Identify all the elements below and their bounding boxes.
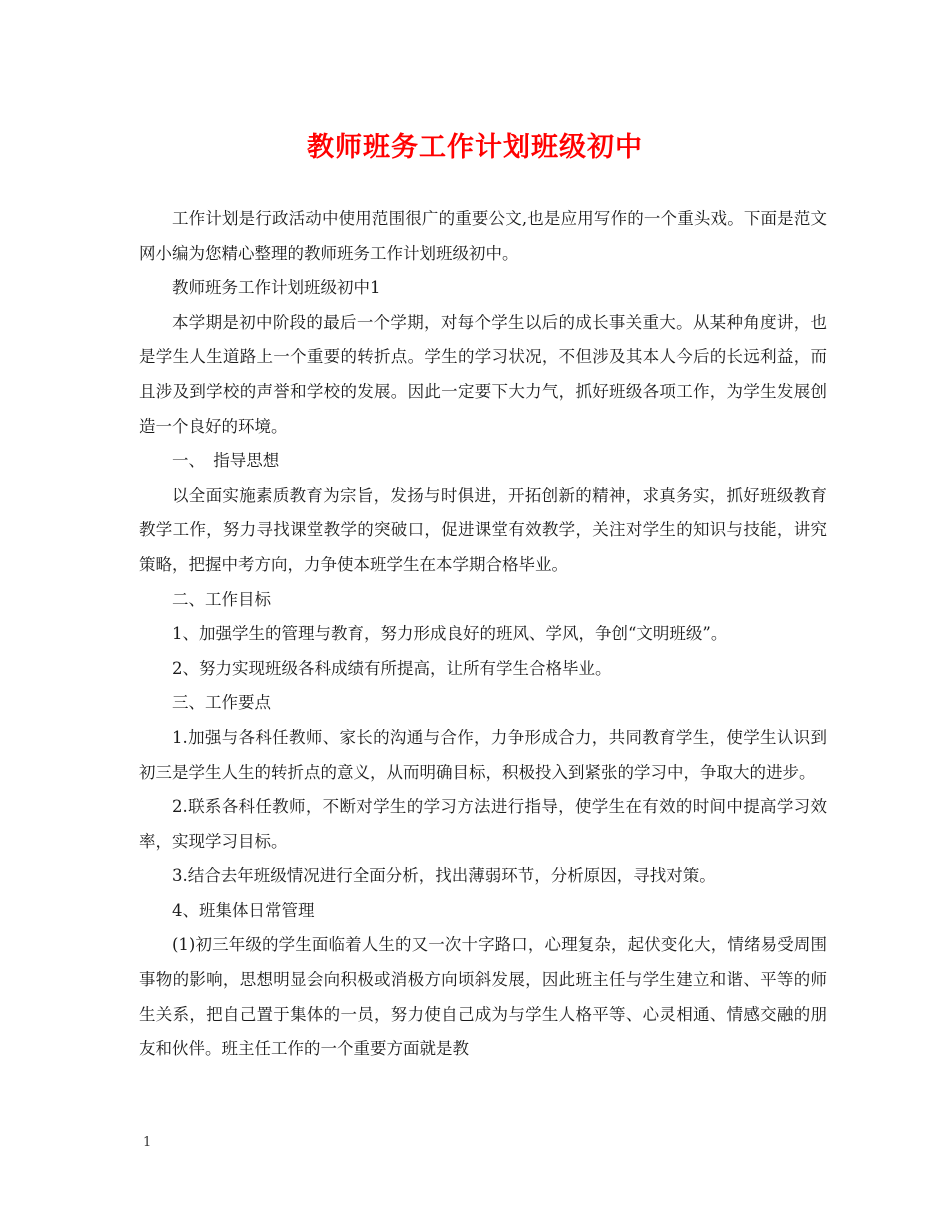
heading-guiding-thought: 一、 指导思想 [172, 451, 280, 471]
document-body [139, 202, 827, 1067]
body-paragraph: 以全面实施素质教育为宗旨，发扬与时俱进，开拓创新的精神，求真务实，抓好班级教育教学工作，努力寻找课堂教学的突破口，促进课堂有效教学，关注对学生的知识与技能，讲究策略，把握中考方向，力争使本班学生在本学期合格毕业。 [139, 485, 827, 574]
heading-daily-management: 4、班集体日常管理 [172, 900, 315, 920]
section-title: 教师班务工作计划班级初中1 [172, 278, 381, 298]
body-paragraph: (1)初三年级的学生面临着人生的又一次十字路口，心理复杂，起伏变化大，情绪易受周围事物的影响，思想明显会向积极或消极方向顷斜发展，因此班主任与学生建立和谐、平等的师生关系，把自己置于集体的一员，努力使自己成为与学生人格平等、心灵相通、情感交融的朋友和伙伴。班主任工作的一个重要方面就是教 [139, 935, 827, 1059]
heading-work-goals: 二、工作目标 [172, 589, 271, 609]
intro-paragraph: 工作计划是行政活动中使用范围很广的重要公文,也是应用写作的一个重头戏。下面是范文网小编为您精心整理的教师班务工作计划班级初中。 [139, 209, 827, 263]
list-item: 1.加强与各科任教师、家长的沟通与合作，力争形成合力，共同教育学生，使学生认识到初三是学生人生的转折点的意义，从而明确目标，积极投入到紧张的学习中，争取大的进步。 [139, 727, 827, 782]
list-item: 2、努力实现班级各科成绩有所提高，让所有学生合格毕业。 [172, 658, 612, 678]
list-item: 1、加强学生的管理与教育，努力形成良好的班风、学风，争创“文明班级”。 [172, 624, 728, 644]
list-item: 3.结合去年班级情况进行全面分析，找出薄弱环节，分析原因，寻找对策。 [172, 866, 716, 886]
page-number: 1 [143, 1135, 152, 1150]
list-item: 2.联系各科任教师，不断对学生的学习方法进行指导，使学生在有效的时间中提高学习效率，实现学习目标。 [139, 797, 827, 851]
document-title: 教师班务工作计划班级初中 [307, 132, 643, 163]
heading-work-points: 三、工作要点 [172, 693, 271, 713]
body-paragraph: 本学期是初中阶段的最后一个学期，对每个学生以后的成长事关重大。从某种角度讲，也是学生人生道路上一个重要的转折点。学生的学习状况，不但涉及其本人今后的长远利益，而且涉及到学校的声誉和学校的发展。因此一定要下大力气，抓好班级各项工作，为学生发展创造一个良好的环境。 [139, 312, 827, 436]
